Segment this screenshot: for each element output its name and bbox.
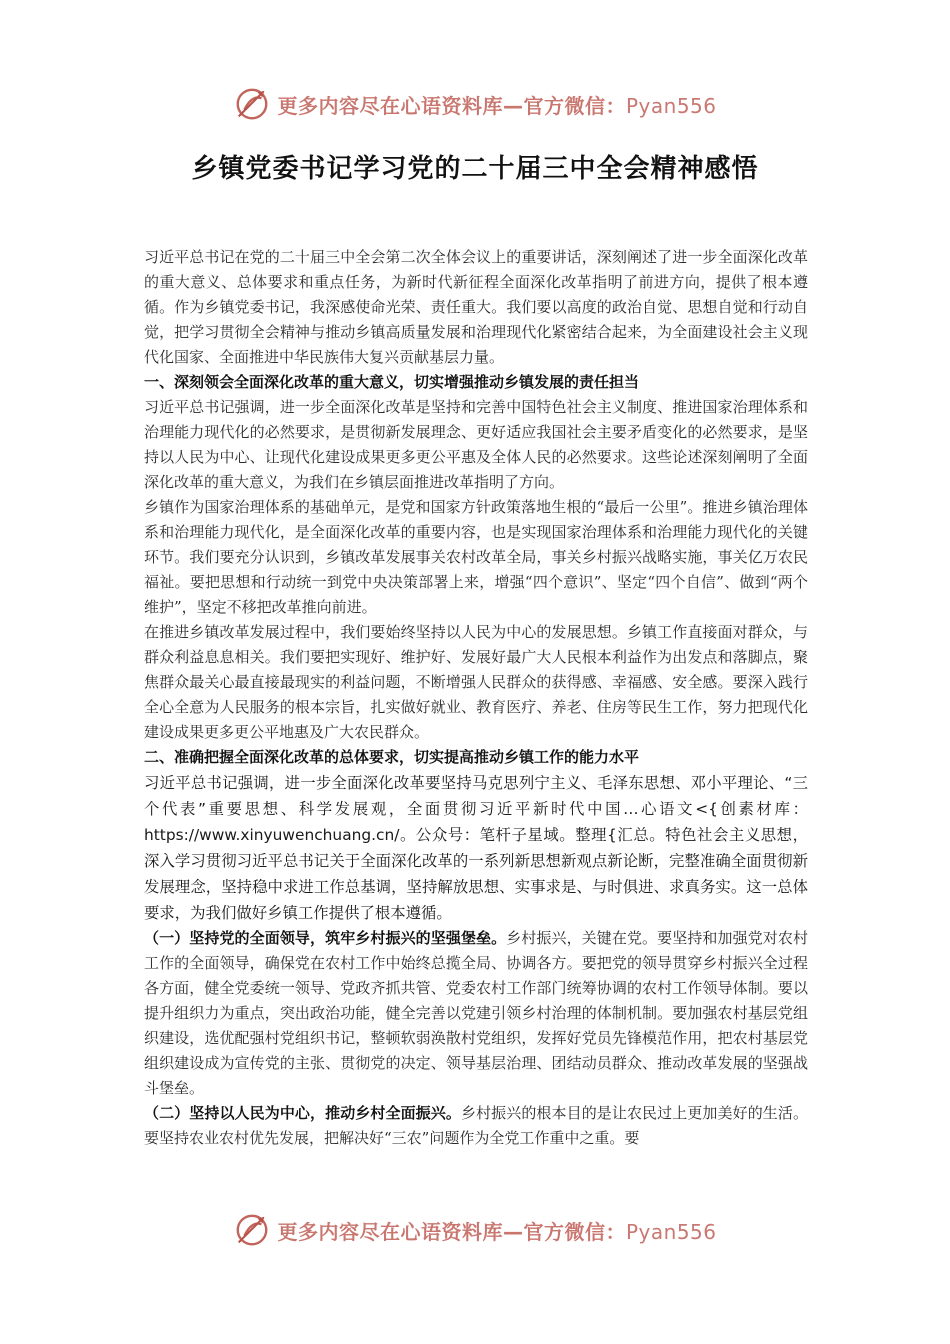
wechat-id: Pyan556	[625, 93, 717, 118]
document-body	[144, 245, 808, 1151]
paragraph-3: 在推进乡镇改革发展过程中，我们要始终坚持以人民为中心的发展思想。乡镇工作直接面对群众，与群众利益息息相关。我们要把实现好、维护好、发展好最广大人民根本利益作为出发点和落脚点，聚焦群众最关心最直接最现实的利益问题，不断增强人民群众的获得感、幸福感、安全感。要深入践行全心全意为人民服务的根本宗旨，扎实做好就业、教育医疗、养老、住房等民生工作，努力把现代化建设成果更多更公平地惠及广大农民群众。	[144, 623, 808, 741]
paragraph-4: 习近平总书记强调，进一步全面深化改革要坚持马克思列宁主义、毛泽东思想、邓小平理论、“三个代表”重要思想、科学发展观，全面贯彻习近平新时代中国…心语文<{创素材库：https://www.xinyuwenchuang.cn/。公众号：笔杆子星域。整理{汇总。特色社会主义思想，深入学习贯彻习近平总书记关于全面深化改革的一系列新思想新观点新论断，完整准确全面贯彻新发展理念，坚持稳中求进工作总基调，坚持解放思想、实事求是、与时俱进、求真务实。这一总体要求，为我们做好乡镇工作提供了根本遵循。	[144, 774, 808, 922]
header-banner	[0, 82, 950, 126]
banner-text: 更多内容尽在心语资料库—官方微信：Pyan556	[277, 93, 717, 118]
intro-paragraph: 习近平总书记在党的二十届三中全会第二次全体会议上的重要讲话，深刻阐述了进一步全面深化改革的重大意义、总体要求和重点任务，为新时代新征程全面深化改革指明了前进方向，提供了根本遵循。作为乡镇党委书记，我深感使命光荣、责任重大。我们要以高度的政治自觉、思想自觉和行动自觉，把学习贯彻全会精神与推动乡镇高质量发展和治理现代化紧密结合起来，为全面建设社会主义现代化国家、全面推进中华民族伟大复兴贡献基层力量。	[144, 248, 808, 366]
paragraph-5-lead: （一）坚持党的全面领导，筑牢乡村振兴的坚强堡垒。	[144, 929, 507, 947]
paragraph-1: 习近平总书记强调，进一步全面深化改革是坚持和完善中国特色社会主义制度、推进国家治理体系和治理能力现代化的必然要求，是贯彻新发展理念、更好适应我国社会主要矛盾变化的必然要求，是坚持以人民为中心、让现代化建设成果更多更公平惠及全体人民的必然要求。这些论述深刻阐明了全面深化改革的重大意义，为我们在乡镇层面推进改革指明了方向。	[144, 398, 808, 491]
paragraph-6-text: 乡村振兴的根本目的是让农民过上更加美好的生活。要坚持农业农村优先发展，把解决好“三农”问题作为全党工作重中之重。要	[144, 1104, 808, 1147]
brand-logo-icon	[233, 1211, 271, 1249]
brand-logo-icon	[233, 85, 271, 123]
paragraph-6-lead: （二）坚持以人民为中心，推动乡村全面振兴。	[144, 1104, 461, 1122]
wechat-id: Pyan556	[625, 1219, 717, 1244]
paragraph-2: 乡镇作为国家治理体系的基础单元，是党和国家方针政策落地生根的“最后一公里”。推进乡镇治理体系和治理能力现代化，是全面深化改革的重要内容，也是实现国家治理体系和治理能力现代化的关键环节。我们要充分认识到，乡镇改革发展事关农村改革全局，事关乡村振兴战略实施，事关亿万农民福祉。要把思想和行动统一到党中央决策部署上来，增强“四个意识”、坚定“四个自信”、做到“两个维护”，坚定不移把改革推向前进。	[144, 498, 808, 616]
page-title: 乡镇党委书记学习党的二十届三中全会精神感悟	[191, 154, 759, 184]
section-heading-1: 一、深刻领会全面深化改革的重大意义，切实增强推动乡镇发展的责任担当	[144, 373, 640, 391]
banner-text: 更多内容尽在心语资料库—官方微信：Pyan556	[277, 1219, 717, 1244]
paragraph-6	[144, 1101, 808, 1151]
footer-banner	[0, 1208, 950, 1252]
section-heading-2: 二、准确把握全面深化改革的总体要求，切实提高推动乡镇工作的能力水平	[144, 748, 640, 766]
paragraph-5	[144, 926, 808, 1101]
paragraph-5-text: 乡村振兴，关键在党。要坚持和加强党对农村工作的全面领导，确保党在农村工作中始终总揽全局、协调各方。要把党的领导贯穿乡村振兴全过程各方面，健全党委统一领导、党政齐抓共管、党委农村工作部门统筹协调的农村工作领导体制。要以提升组织力为重点，突出政治功能，健全完善以党建引领乡村治理的体制机制。要加强农村基层党组织建设，选优配强村党组织书记，整顿软弱涣散村党组织，发挥好党员先锋模范作用，把农村基层党组织建设成为宣传党的主张、贯彻党的决定、领导基层治理、团结动员群众、推动改革发展的坚强战斗堡垒。	[144, 929, 808, 1097]
